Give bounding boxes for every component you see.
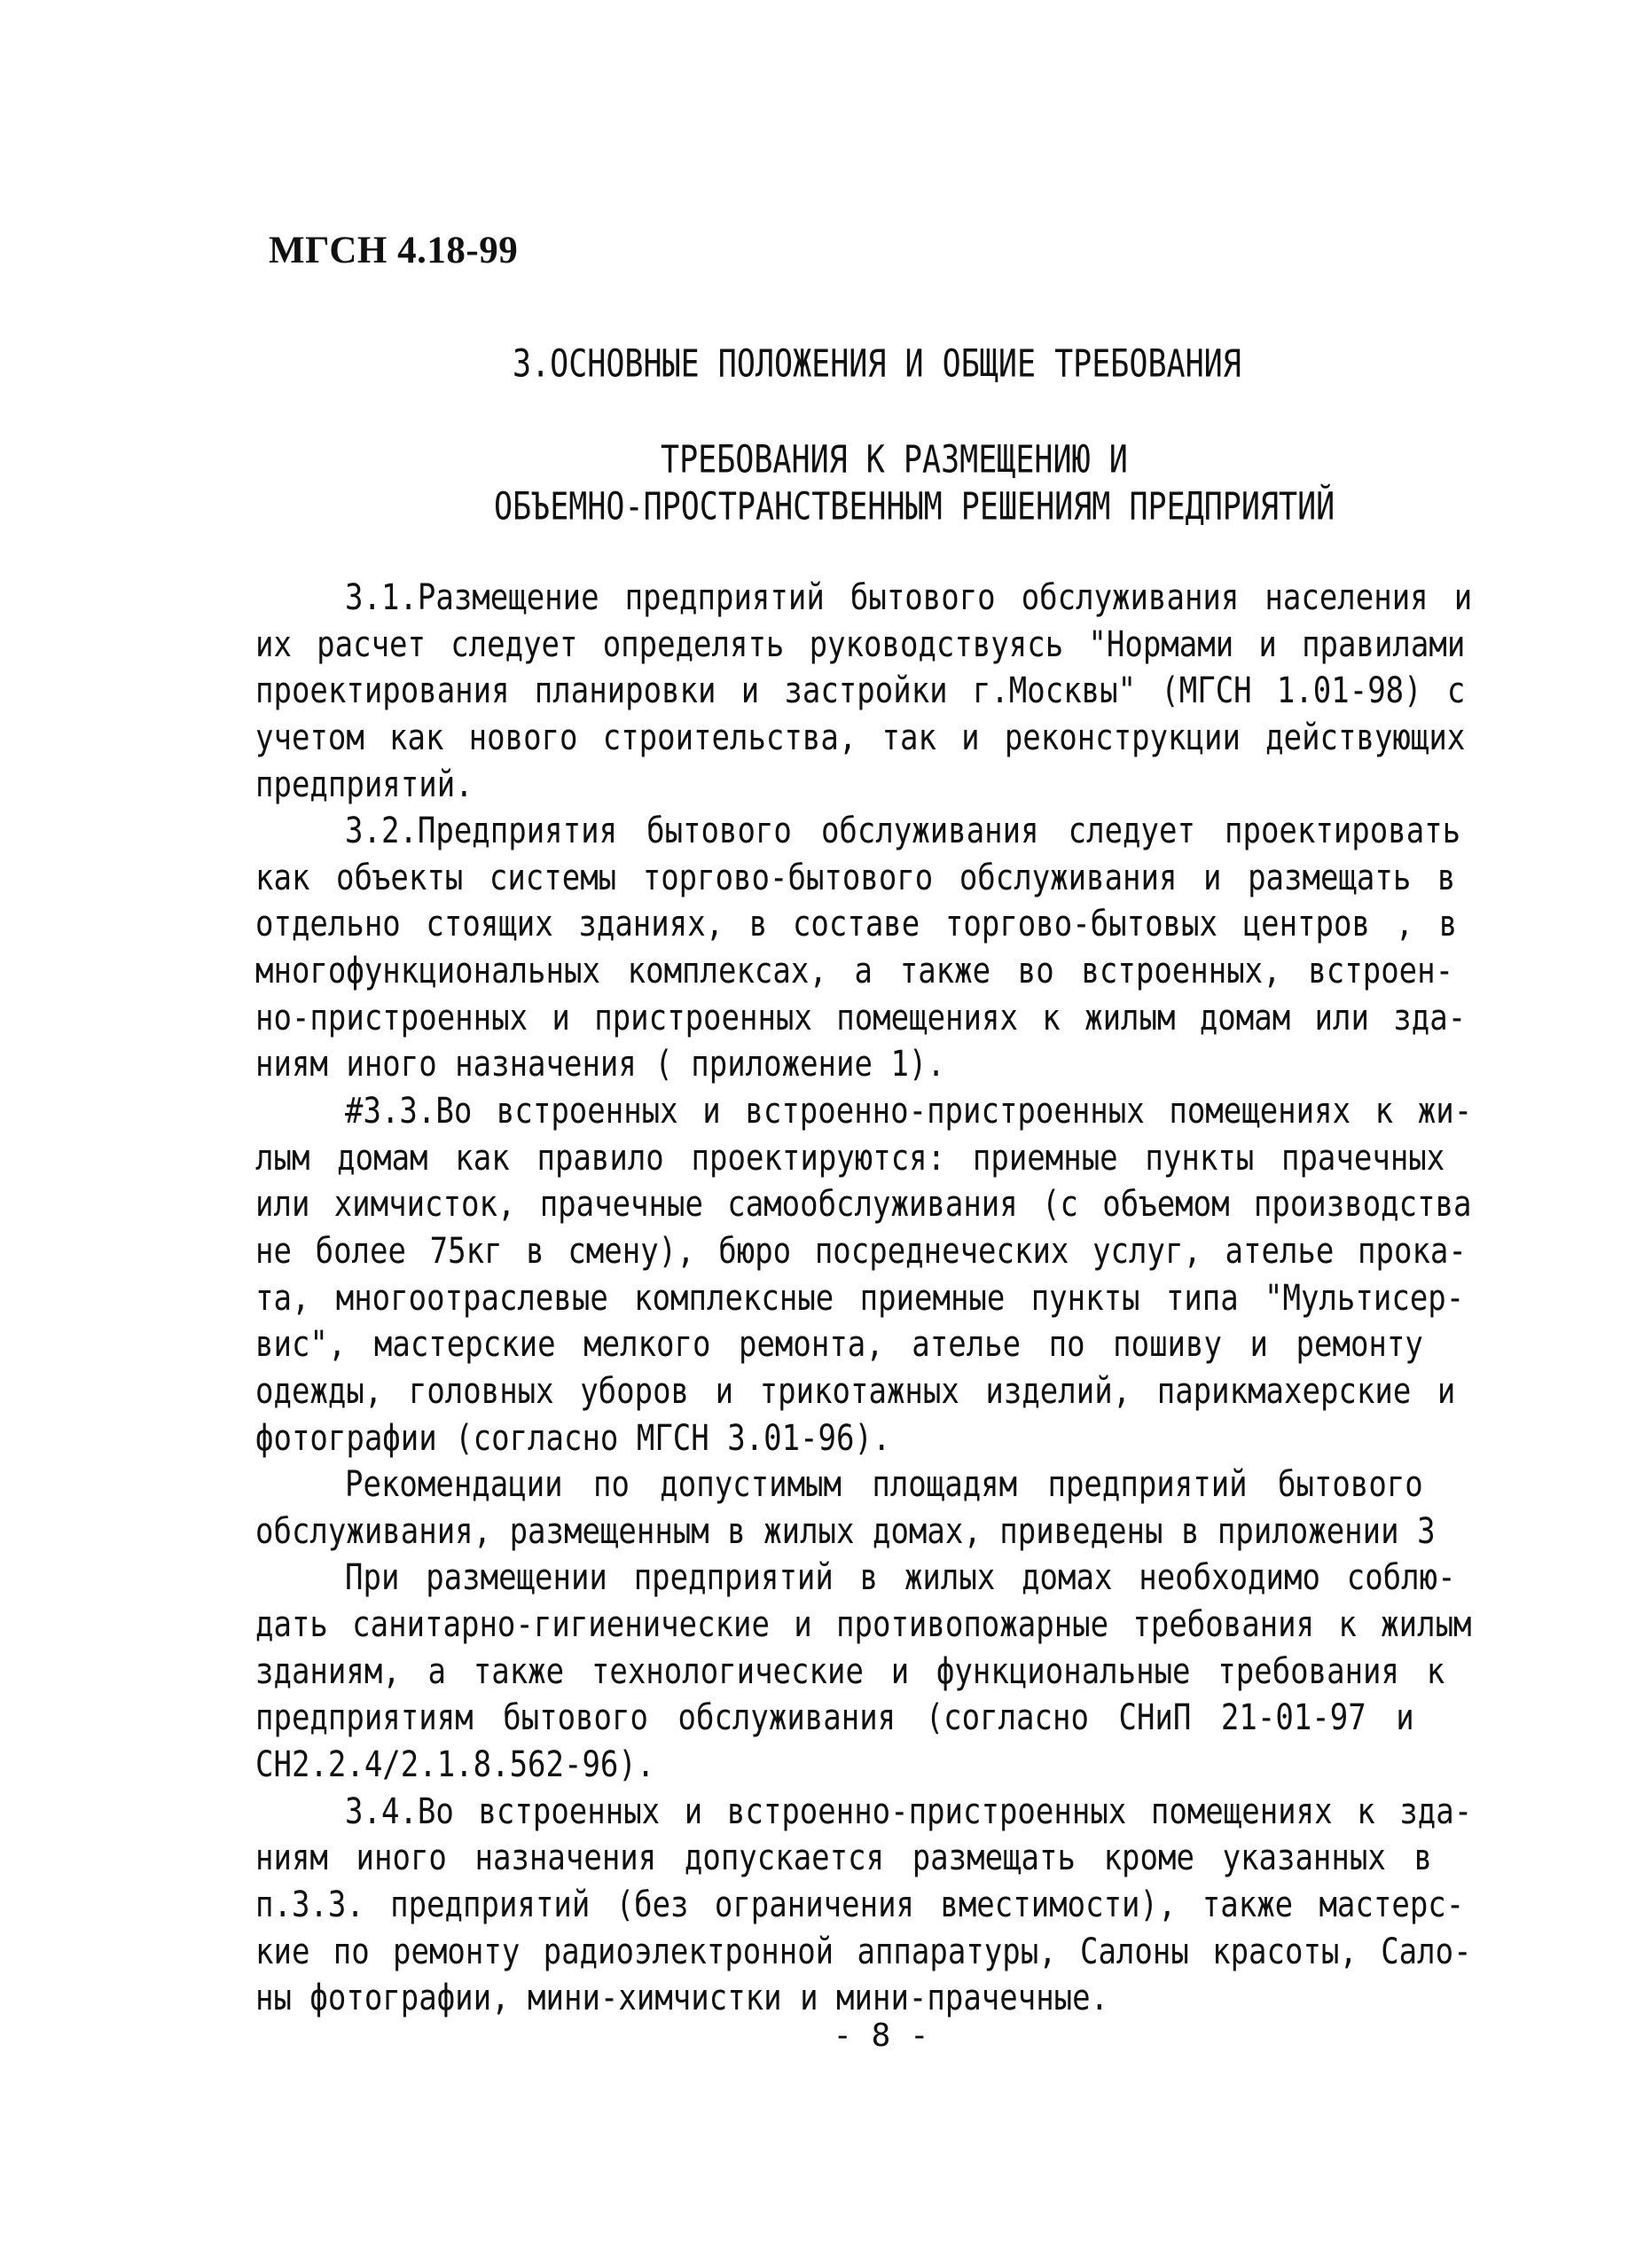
- section-title: 3.ОСНОВНЫЕ ПОЛОЖЕНИЯ И ОБЩИЕ ТРЕБОВАНИЯ: [513, 342, 1241, 387]
- body-text: [255, 575, 1472, 2022]
- page-number: [0, 2015, 1652, 2057]
- paragraph-3-3-line: фотографии (согласно МГСН 3.01-96).: [255, 1416, 891, 1460]
- paragraph-3-2-line: ниям иного назначения ( приложение 1).: [255, 1043, 945, 1085]
- paragraph-3-1-line: их расчет следует определять руководствуясь "Нормами и правилами: [255, 623, 1466, 666]
- paragraph-3-2-line: 3.2.Предприятия бытового обслуживания следует проектировать: [345, 810, 1461, 852]
- paragraph-3-4-line: ны фотографии, мини-химчистки и мини-прачечные.: [255, 1977, 1109, 2019]
- paragraph-3-3-line: лым домам как правило проектируются: приемные пункты прачечных: [255, 1137, 1445, 1179]
- paragraph-3-2-line: многофункциональных комплексах, а также во встроенных, встроен-: [255, 950, 1454, 992]
- paragraph-3-1-line: 3.1.Размещение предприятий бытового обслуживания населения и: [345, 576, 1473, 619]
- paragraph-3-3-line: та, многоотраслевые комплексные приемные пункты типа "Мультисер-: [255, 1276, 1465, 1320]
- placement-requirements-line: При размещении предприятий в жилых домах необходимо соблю-: [345, 1556, 1456, 1599]
- placement-requirements-line: дать санитарно-гигиенические и противопожарные требования к жилым: [255, 1603, 1472, 1646]
- placement-requirements-line: зданиям, а также технологические и функциональные требования к: [255, 1650, 1445, 1693]
- paragraph-3-3-line: не более 75кг в смену), бюро посреднеческих услуг, ателье прока-: [255, 1230, 1467, 1273]
- paragraph-3-2-line: но-пристроенных и пристроенных помещениях к жилым домам или зда-: [255, 997, 1467, 1039]
- paragraph-3-2-line: как объекты системы торгово-бытового обслуживания и размещать в: [255, 857, 1456, 899]
- subsection-title-line-2: ОБЪЕМНО-ПРОСТРАНСТВЕННЫМ РЕШЕНИЯМ ПРЕДПРИЯТИЙ: [494, 485, 1335, 529]
- subsection-title-line-1: ТРЕБОВАНИЯ К РАЗМЕЩЕНИЮ И: [661, 438, 1128, 482]
- paragraph-3-3-line: или химчисток, прачечные самообслуживания (с объемом производства: [255, 1183, 1472, 1226]
- paragraph-3-3-line: #3.3.Во встроенных и встроенно-пристроенных помещениях к жи-: [345, 1090, 1473, 1132]
- placement-requirements-line: предприятиям бытового обслуживания (согласно СНиП 21-01-97 и: [255, 1696, 1414, 1739]
- paragraph-3-4-line: кие по ремонту радиоэлектронной аппаратуры, Салоны красоты, Сало-: [255, 1930, 1472, 1973]
- paragraph-3-3-line: вис", мастерские мелкого ремонта, ателье по пошиву и ремонту: [255, 1323, 1423, 1366]
- document-code: МГСН 4.18-99: [269, 230, 519, 271]
- paragraph-3-4-line: 3.4.Во встроенных и встроенно-пристроенных помещениях к зда-: [345, 1790, 1473, 1833]
- paragraph-3-1-line: проектирования планировки и застройки г.Москвы" (МГСН 1.01-98) с: [255, 670, 1466, 712]
- placement-requirements-line: СН2.2.4/2.1.8.562-96).: [255, 1743, 655, 1786]
- paragraph-3-4-line: п.3.3. предприятий (без ограничения вместимости), также мастерс-: [255, 1884, 1465, 1926]
- paragraph-3-2-line: отдельно стоящих зданиях, в составе торгово-бытовых центров , в: [255, 903, 1458, 946]
- paragraph-3-1-line: учетом как нового строительства, так и реконструкции действующих: [255, 717, 1466, 759]
- paragraph-3-3-line: одежды, головных уборов и трикотажных изделий, парикмахерские и: [255, 1370, 1456, 1413]
- paragraph-3-1-line: предприятий.: [255, 763, 474, 806]
- paragraph-3-4-line: ниям иного назначения допускается размещать кроме указанных в: [255, 1837, 1432, 1879]
- recommendations-line: Рекомендации по допустимым площадям предприятий бытового: [345, 1463, 1423, 1506]
- recommendations-line: обслуживания, размещенным в жилых домах, приведены в приложении 3: [255, 1510, 1436, 1553]
- page-number-text: - 8 -: [833, 2018, 929, 2054]
